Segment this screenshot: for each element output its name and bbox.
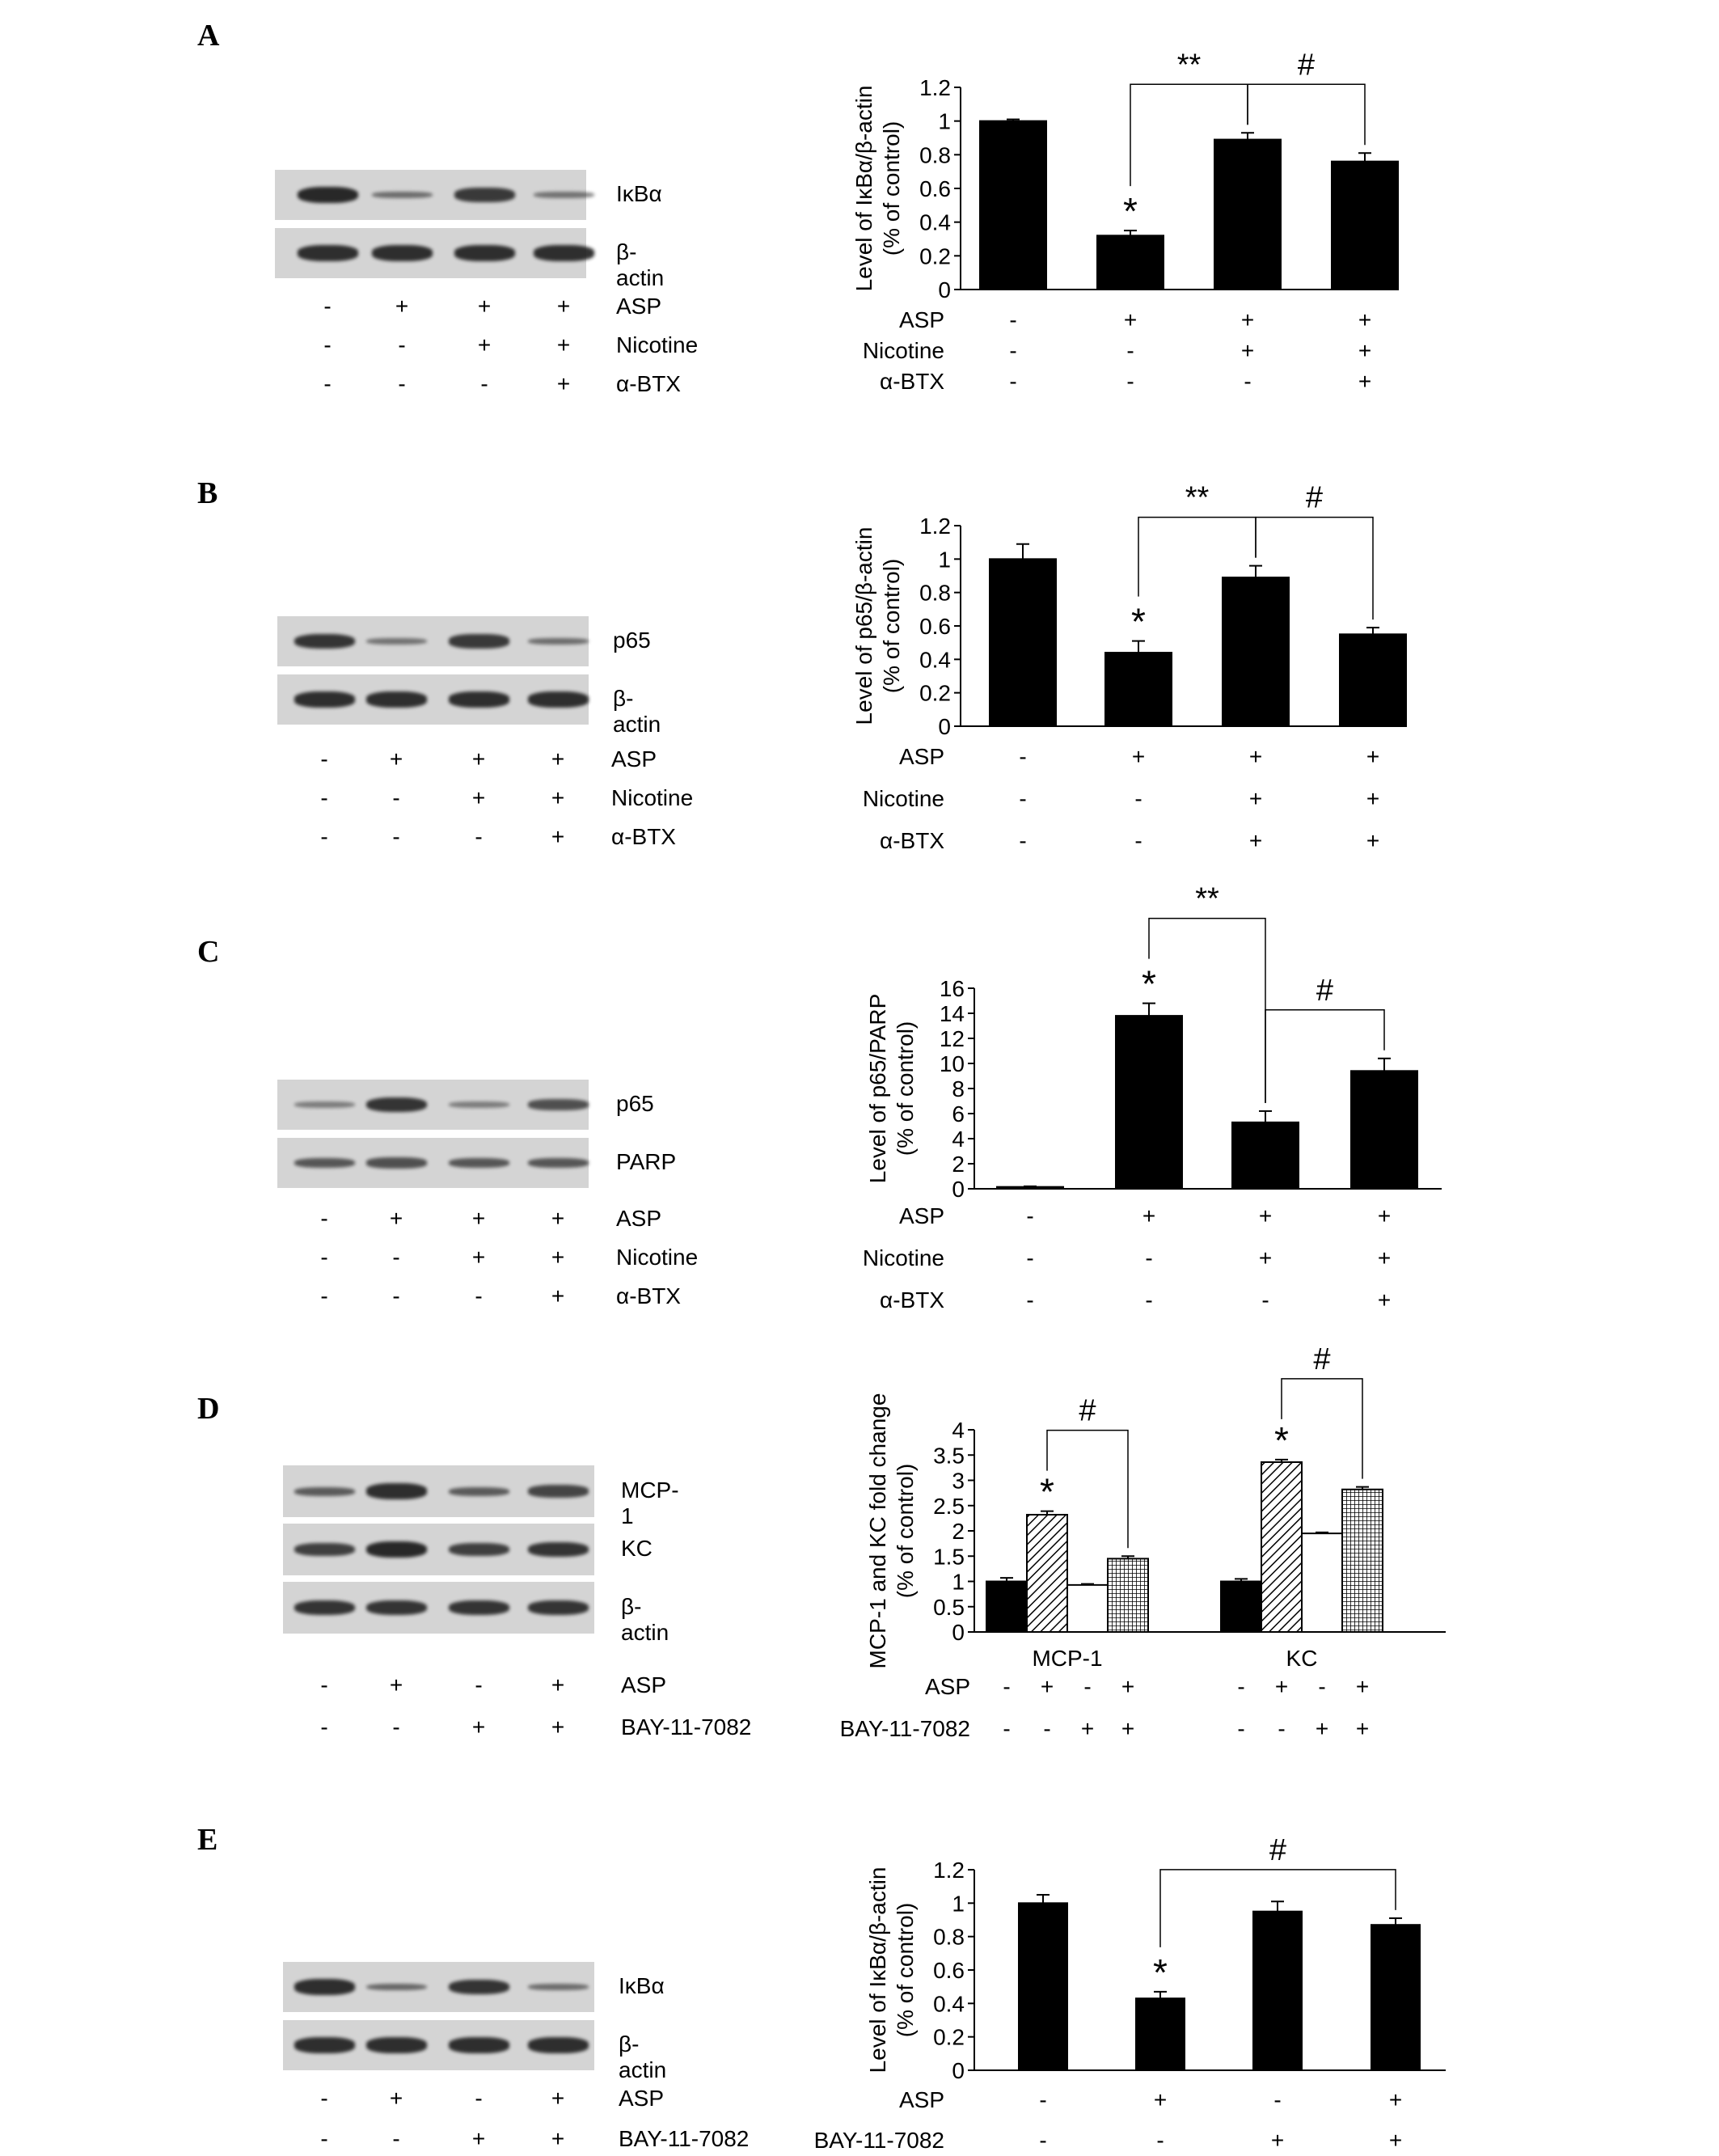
bar	[1253, 1912, 1302, 2070]
condition-sign: +	[551, 2126, 565, 2151]
condition-sign: +	[1377, 1287, 1392, 1313]
condition-sign: -	[392, 1245, 400, 1270]
panel-letter: D	[197, 1392, 220, 1426]
condition-sign: -	[1019, 828, 1027, 853]
y-tick-label: 1.5	[933, 1544, 965, 1570]
condition-sign: +	[1388, 2087, 1403, 2112]
y-tick-label: 0.8	[919, 142, 951, 168]
significance-label: #	[1313, 1342, 1331, 1376]
y-tick-label: 0	[938, 714, 951, 739]
significance-label: #	[1297, 48, 1316, 82]
condition-sign: -	[398, 371, 406, 396]
condition-sign: -	[1019, 786, 1027, 811]
y-tick-label: 0	[952, 1620, 965, 1645]
y-tick-label: 1.2	[919, 75, 951, 100]
condition-sign: +	[1355, 1674, 1370, 1699]
condition-sign: +	[1358, 338, 1372, 363]
y-axis-label: Level of p65/PARP (% of control)	[865, 993, 918, 1184]
panel-letter: C	[197, 935, 220, 969]
condition-sign: +	[1358, 307, 1372, 332]
y-tick-label: 14	[939, 1001, 965, 1026]
y-tick-label: 0.4	[919, 647, 951, 673]
condition-label: Nicotine	[862, 338, 944, 363]
condition-sign: +	[1366, 828, 1380, 853]
y-tick-label: 0	[938, 277, 951, 302]
condition-sign: +	[471, 746, 486, 772]
condition-sign: -	[1278, 1716, 1286, 1741]
y-tick-label: 0	[952, 2058, 965, 2083]
y-tick-label: 2	[952, 1152, 965, 1177]
y-axis-label: Level of p65/β-actin (% of control)	[851, 526, 904, 725]
condition-sign: +	[389, 1672, 403, 1697]
y-tick-label: 0.8	[919, 580, 951, 606]
condition-sign: +	[551, 824, 565, 849]
condition-sign: -	[1145, 1287, 1153, 1313]
condition-sign: -	[1126, 369, 1134, 394]
condition-sign: -	[475, 1672, 483, 1697]
condition-sign: +	[551, 1714, 565, 1740]
condition-label: Nicotine	[862, 786, 944, 811]
condition-sign: +	[1240, 307, 1255, 332]
condition-sign: -	[1126, 338, 1134, 363]
condition-sign: -	[392, 824, 400, 849]
y-tick-label: 4	[952, 1418, 965, 1443]
condition-sign: +	[551, 1283, 565, 1308]
significance-star: *	[1153, 1951, 1168, 1993]
y-tick-label: 0.5	[933, 1594, 965, 1620]
condition-sign: +	[471, 1714, 486, 1740]
panel-letter: B	[197, 476, 218, 510]
y-tick-label: 1	[938, 108, 951, 134]
condition-sign: +	[471, 1245, 486, 1270]
condition-sign: +	[1142, 1203, 1156, 1228]
condition-label: ASP	[616, 294, 662, 319]
condition-label: α-BTX	[880, 828, 944, 853]
condition-sign: +	[471, 1206, 486, 1231]
condition-label: Nicotine	[611, 785, 694, 810]
condition-sign: -	[1083, 1674, 1092, 1699]
band-label: β-actin	[616, 239, 665, 290]
condition-label: ASP	[898, 744, 944, 769]
y-tick-label: 6	[952, 1101, 965, 1127]
panel-letter: A	[197, 19, 220, 53]
condition-sign: -	[1237, 1674, 1245, 1699]
condition-sign: +	[1121, 1716, 1135, 1741]
condition-label: ASP	[898, 1203, 944, 1228]
condition-sign: +	[1123, 307, 1138, 332]
band-label: β-actin	[613, 686, 661, 737]
y-tick-label: 3	[952, 1468, 965, 1494]
y-tick-label: 0.6	[933, 1958, 965, 1983]
condition-sign: +	[556, 371, 571, 396]
condition-sign: -	[1134, 786, 1142, 811]
condition-sign: -	[320, 785, 328, 810]
condition-sign: -	[320, 746, 328, 772]
y-tick-label: 0	[952, 1177, 965, 1202]
condition-sign: +	[551, 746, 565, 772]
condition-sign: -	[398, 332, 406, 357]
condition-sign: +	[471, 785, 486, 810]
condition-sign: -	[392, 1714, 400, 1740]
y-axis-label: MCP-1 and KC fold change (% of control)	[865, 1393, 918, 1669]
condition-sign: +	[1366, 744, 1380, 769]
condition-sign: +	[471, 2126, 486, 2151]
condition-sign: -	[1026, 1287, 1034, 1313]
condition-label: BAY-11-7082	[619, 2126, 750, 2151]
y-tick-label: 1	[938, 547, 951, 573]
condition-sign: +	[389, 746, 403, 772]
condition-label: ASP	[924, 1674, 970, 1699]
bar	[1136, 1998, 1185, 2070]
condition-sign: -	[475, 2086, 483, 2111]
significance-label: **	[1185, 480, 1210, 515]
condition-sign: +	[1358, 369, 1372, 394]
condition-sign: +	[477, 294, 492, 319]
condition-sign: -	[320, 1245, 328, 1270]
bar	[1019, 1903, 1067, 2070]
condition-sign: -	[1261, 1287, 1269, 1313]
y-tick-label: 2.5	[933, 1493, 965, 1519]
condition-label: BAY-11-7082	[621, 1714, 752, 1740]
y-tick-label: 1	[952, 1569, 965, 1595]
condition-sign: -	[1043, 1716, 1051, 1741]
y-tick-label: 8	[952, 1076, 965, 1101]
condition-sign: +	[1388, 2128, 1403, 2153]
condition-label: Nicotine	[616, 332, 699, 357]
condition-sign: -	[323, 294, 332, 319]
y-tick-label: 3.5	[933, 1443, 965, 1469]
y-tick-label: 0.6	[919, 176, 951, 201]
significance-label: #	[1269, 1833, 1287, 1867]
significance-star: *	[1131, 600, 1146, 643]
condition-sign: -	[323, 332, 332, 357]
condition-sign: +	[551, 1245, 565, 1270]
condition-sign: +	[1080, 1716, 1095, 1741]
condition-sign: -	[1244, 369, 1252, 394]
condition-sign: -	[1039, 2128, 1047, 2153]
condition-sign: -	[1009, 338, 1017, 363]
condition-sign: -	[320, 1714, 328, 1740]
condition-label: α-BTX	[616, 1283, 681, 1308]
band-label: MCP-1	[621, 1477, 679, 1528]
condition-label: ASP	[621, 1672, 667, 1697]
condition-label: ASP	[619, 2086, 665, 2111]
condition-sign: -	[320, 824, 328, 849]
condition-sign: -	[392, 1283, 400, 1308]
condition-sign: +	[556, 294, 571, 319]
condition-sign: +	[551, 785, 565, 810]
y-axis-label: Level of IκBα/β-actin (% of control)	[865, 1866, 918, 2074]
band-label: β-actin	[619, 2031, 667, 2082]
condition-sign: -	[1273, 2087, 1282, 2112]
condition-sign: +	[556, 332, 571, 357]
band-label: PARP	[616, 1149, 677, 1174]
condition-sign: -	[475, 824, 483, 849]
condition-sign: -	[475, 1283, 483, 1308]
significance-star: *	[1142, 962, 1156, 1005]
condition-label: ASP	[616, 1206, 662, 1231]
condition-sign: +	[1040, 1674, 1054, 1699]
y-tick-label: 2	[952, 1519, 965, 1544]
condition-label: α-BTX	[616, 371, 681, 396]
condition-sign: +	[477, 332, 492, 357]
y-tick-label: 0.2	[919, 243, 951, 269]
condition-sign: -	[320, 1672, 328, 1697]
condition-sign: +	[1274, 1674, 1289, 1699]
category-label: KC	[1286, 1646, 1318, 1671]
significance-label: #	[1079, 1393, 1096, 1428]
band-label: IκBα	[616, 181, 662, 206]
significance-star: *	[1123, 190, 1138, 233]
condition-sign: -	[1009, 369, 1017, 394]
y-tick-label: 0.8	[933, 1924, 965, 1950]
condition-sign: -	[480, 371, 488, 396]
condition-sign: -	[1156, 2128, 1164, 2153]
y-tick-label: 0.4	[919, 209, 951, 235]
significance-label: **	[1195, 881, 1219, 916]
y-tick-label: 1.2	[919, 514, 951, 539]
condition-sign: -	[323, 371, 332, 396]
significance-label: #	[1316, 973, 1334, 1008]
condition-sign: +	[1366, 786, 1380, 811]
band-label: p65	[613, 628, 651, 653]
condition-sign: +	[1258, 1203, 1273, 1228]
band-label: IκBα	[619, 1973, 665, 1998]
condition-sign: -	[1003, 1674, 1011, 1699]
condition-sign: -	[392, 2126, 400, 2151]
band-label: β-actin	[621, 1594, 669, 1645]
y-tick-label: 1	[952, 1891, 965, 1917]
significance-star: *	[1040, 1470, 1054, 1513]
y-tick-label: 0.2	[919, 680, 951, 706]
category-label: MCP-1	[1032, 1646, 1103, 1671]
condition-label: α-BTX	[611, 824, 676, 849]
condition-sign: +	[1270, 2128, 1285, 2153]
y-axis-label: Level of IκBα/β-actin (% of control)	[851, 85, 904, 292]
condition-sign: -	[1009, 307, 1017, 332]
y-tick-label: 16	[939, 976, 965, 1001]
y-tick-label: 12	[939, 1026, 965, 1051]
condition-sign: -	[1145, 1245, 1153, 1270]
condition-sign: -	[1003, 1716, 1011, 1741]
condition-sign: -	[320, 1206, 328, 1231]
band-label: KC	[621, 1536, 653, 1561]
condition-label: ASP	[898, 307, 944, 332]
condition-sign: +	[1377, 1245, 1392, 1270]
condition-label: BAY-11-7082	[813, 2128, 944, 2153]
condition-sign: -	[320, 1283, 328, 1308]
significance-star: *	[1274, 1418, 1289, 1461]
condition-sign: +	[1121, 1674, 1135, 1699]
condition-sign: +	[1315, 1716, 1329, 1741]
significance-label: **	[1176, 48, 1202, 82]
condition-sign: +	[395, 294, 409, 319]
condition-label: Nicotine	[616, 1245, 699, 1270]
condition-sign: -	[1019, 744, 1027, 769]
y-tick-label: 4	[952, 1127, 965, 1152]
y-tick-label: 0.6	[919, 614, 951, 639]
condition-sign: +	[1131, 744, 1146, 769]
condition-sign: +	[1258, 1245, 1273, 1270]
bar	[1371, 1925, 1420, 2070]
condition-sign: +	[1377, 1203, 1392, 1228]
condition-sign: +	[389, 2086, 403, 2111]
significance-label: #	[1305, 480, 1324, 515]
condition-sign: +	[551, 2086, 565, 2111]
condition-sign: +	[1240, 338, 1255, 363]
y-tick-label: 10	[939, 1051, 965, 1076]
condition-sign: +	[1355, 1716, 1370, 1741]
condition-sign: +	[1248, 828, 1263, 853]
band-label: p65	[616, 1091, 654, 1116]
condition-label: ASP	[611, 746, 657, 772]
condition-sign: -	[320, 2126, 328, 2151]
y-tick-label: 1.2	[933, 1858, 965, 1883]
condition-sign: +	[389, 1206, 403, 1231]
condition-sign: +	[1153, 2087, 1168, 2112]
condition-sign: -	[1026, 1245, 1034, 1270]
condition-label: α-BTX	[880, 369, 944, 394]
y-tick-label: 0.4	[933, 1991, 965, 2017]
condition-sign: -	[392, 785, 400, 810]
condition-sign: +	[1248, 786, 1263, 811]
condition-sign: -	[1026, 1203, 1034, 1228]
condition-sign: +	[551, 1672, 565, 1697]
condition-sign: -	[1237, 1716, 1245, 1741]
y-tick-label: 0.2	[933, 2024, 965, 2050]
panel-letter: E	[197, 1823, 218, 1857]
condition-sign: -	[1318, 1674, 1326, 1699]
condition-label: α-BTX	[880, 1287, 944, 1313]
condition-sign: +	[1248, 744, 1263, 769]
condition-sign: -	[320, 2086, 328, 2111]
condition-sign: +	[551, 1206, 565, 1231]
condition-sign: -	[1039, 2087, 1047, 2112]
condition-label: Nicotine	[862, 1245, 944, 1270]
condition-label: ASP	[898, 2087, 944, 2112]
condition-label: BAY-11-7082	[839, 1716, 970, 1741]
condition-sign: -	[1134, 828, 1142, 853]
